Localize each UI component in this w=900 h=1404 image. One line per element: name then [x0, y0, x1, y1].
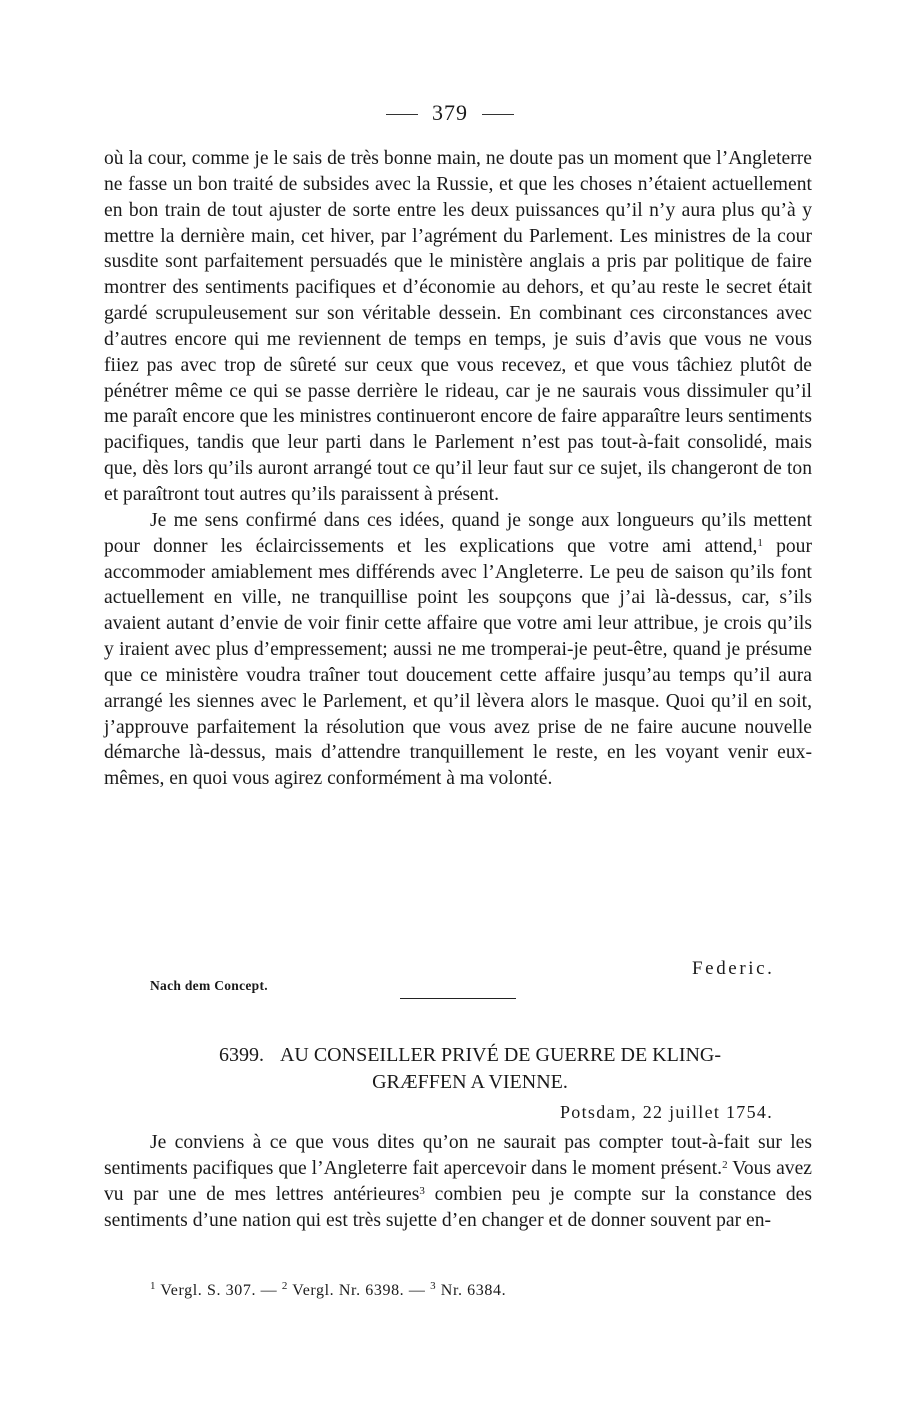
footnote-2-text: Vergl. Nr. 6398. — — [288, 1282, 431, 1299]
letter-body — [104, 1130, 812, 1233]
letter-text-b: Vous avez vu par une de mes lettres antérieures — [104, 1157, 812, 1205]
footnote-1-text: Vergl. S. 307. — — [156, 1282, 282, 1299]
page-number-text: 379 — [432, 100, 468, 125]
letter-paragraph — [104, 1130, 812, 1233]
signature: Federic. — [692, 958, 775, 979]
footnote-3-text: Nr. 6384. — [436, 1282, 507, 1299]
source-note: Nach dem Concept. — [150, 978, 268, 993]
letter-text-c: combien peu je compte sur la constance des sentiments d’une nation qui est très sujette d’en changer et de donner souvent par en- — [104, 1183, 812, 1231]
footnote-ref-3: 3 — [419, 1184, 425, 1197]
section-divider — [400, 998, 516, 999]
letter-heading — [140, 1042, 800, 1096]
footnotes — [150, 1282, 506, 1300]
dateline: Potsdam, 22 juillet 1754. — [560, 1102, 774, 1122]
paragraph-2 — [104, 508, 812, 792]
footnote-ref-2: 2 — [722, 1158, 728, 1171]
letter-continuation — [104, 146, 812, 792]
footnote-2-mark: 2 — [281, 1280, 288, 1292]
footnote-3-mark: 3 — [430, 1280, 437, 1292]
heading-line-1 — [140, 1042, 800, 1069]
heading-text-1: AU CONSEILLER PRIVÉ DE GUERRE DE KLING- — [279, 1044, 722, 1066]
letter-text-a: Je conviens à ce que vous dites qu’on ne saurait pas compter tout-à-fait sur les sentiments pacifiques que l’Angleterre fait apercevoir dans le moment présent. — [104, 1132, 812, 1179]
heading-line-2: GRÆFFEN A VIENNE. — [372, 1071, 568, 1093]
footnote-ref-1: 1 — [757, 536, 763, 549]
page-number-dash-left — [386, 114, 418, 115]
letter-number: 6399. — [218, 1044, 264, 1066]
page-number — [0, 100, 900, 126]
paragraph-1: où la cour, comme je le sais de très bonne main, ne doute pas un moment que l’Angleterre ne fasse un bon traité de subsides avec la Russie, et que les choses n’étaient actuellement en bon train de tout ajuster de sorte entre les deux puissances qu’il n’y aura plus qu’à y mettre la dernière main, cet hiver, par l’agrément du Parlement. Les ministres de la cour susdite sont parfaitement persuadés que le ministère anglais a pris par politique de faire montrer des sentiments pacifiques et d’économie au dehors, et qu’au reste le secret était gardé scrupuleusement sur son véritable dessein. En combinant ces circonstances avec d’autres encore qui me reviennent de temps en temps, je suis d’avis que vous ne vous fiiez pas avec trop de sûreté sur ceux que vous recevez, et que vous tâchiez plutôt de pénétrer même ce qui se passe derrière le rideau, car je ne saurais vous dissimuler qu’il me paraît encore que les ministres continueront encore de faire apparaître leurs sentiments pacifiques, tandis que leur parti dans le Parlement n’est pas tout-à-fait consolidé, mais que, dès lors qu’ils auront arrangé tout ce qu’il leur faut sur ce sujet, ils changeront de ton et paraîtront tout autres qu’ils paraissent à présent. — [104, 148, 812, 505]
page-number-dash-right — [482, 114, 514, 115]
paragraph-2-text-b: pour accommoder amiablement mes différends avec l’Angleterre. Le peu de saison qu’ils font actuellement en ville, ne tranquillise point les soupçons que j’ai là-dessus, car, s’ils avaient autant d’envie de voir finir cette affaire que votre ami leur attribue, je crois qu’ils y iraient avec plus d’empressement; aussi ne me tromperai-je peut-être, quand je présume que ce ministère voudra traîner tout doucement cette affaire jusqu’au temps qu’il aura arrangé les siennes avec le Parlement, et qu’il lèvera alors le masque. Quoi qu’il en soit, j’approuve parfaitement la résolution que vous avez prise de ne faire aucune nouvelle démarche là-dessus, mais d’attendre tranquillement le reste, en les voyant venir eux-mêmes, en quoi vous agirez conformément à ma volonté. — [104, 535, 812, 790]
paragraph-2-text-a: Je me sens confirmé dans ces idées, quand je songe aux longueurs qu’ils mettent pour donner les éclaircissements et les explications que votre ami attend, — [104, 509, 812, 557]
footnote-1-mark: 1 — [150, 1280, 157, 1292]
